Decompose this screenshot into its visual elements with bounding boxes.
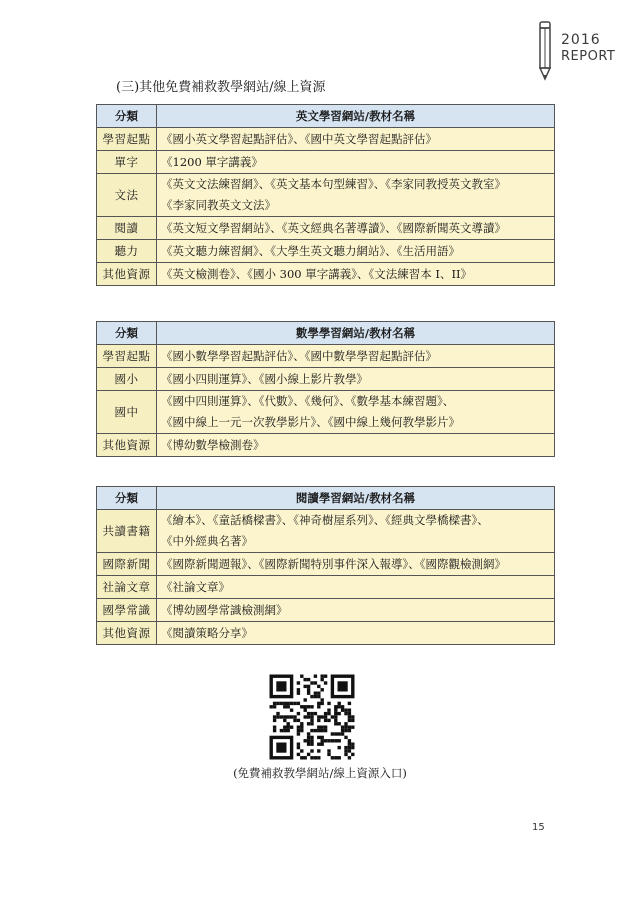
row-category: 國際新聞	[97, 553, 157, 576]
row-resources	[157, 151, 555, 174]
pencil-icon	[534, 20, 556, 82]
row-category: 國小	[97, 368, 157, 391]
row-resources	[157, 263, 555, 286]
row-resources	[157, 217, 555, 240]
resource-line: 《英文檢測卷》、《國小 300 單字講義》、《文法練習本 I、II》	[161, 266, 473, 281]
header-category: 分類	[97, 105, 157, 128]
resource-line: 《閱讀策略分享》	[161, 625, 253, 640]
report-logo	[534, 20, 634, 80]
row-category: 其他資源	[97, 622, 157, 645]
header-title: 閱讀學習網站/教材名稱	[157, 487, 555, 510]
table-row	[97, 128, 555, 151]
table-row	[97, 622, 555, 645]
row-resources	[157, 599, 555, 622]
row-resources	[157, 553, 555, 576]
row-resources	[157, 368, 555, 391]
row-resources	[157, 576, 555, 599]
resource-line: 《國中四則運算》、《代數》、《幾何》、《數學基本練習題》、	[161, 394, 455, 408]
row-category: 文法	[97, 174, 157, 217]
row-resources	[157, 510, 555, 553]
row-category: 社論文章	[97, 576, 157, 599]
header-category: 分類	[97, 487, 157, 510]
row-category: 共讀書籍	[97, 510, 157, 553]
logo-report: REPORT	[561, 49, 616, 64]
table-row	[97, 240, 555, 263]
resource-line: 《英文聽力練習網》、《大學生英文聽力網站》、《生活用語》	[161, 243, 460, 258]
resource-line: 《博幼國學常識檢測網》	[161, 602, 288, 617]
resource-line: 《李家同教英文文法》	[161, 198, 276, 212]
row-resources	[157, 345, 555, 368]
row-category: 其他資源	[97, 434, 157, 457]
table-row	[97, 217, 555, 240]
row-resources	[157, 240, 555, 263]
row-category: 學習起點	[97, 345, 157, 368]
section-title: (三)其他免費補救教學網站/線上資源	[116, 80, 326, 95]
resource-line: 《繪本》、《童話橋樑書》、《神奇樹屋系列》、《經典文學橋樑書》、	[161, 513, 489, 527]
row-resources	[157, 174, 555, 217]
table-row	[97, 553, 555, 576]
table-row	[97, 576, 555, 599]
row-category: 單字	[97, 151, 157, 174]
resource-line: 《國中線上一元一次教學影片》、《國中線上幾何教學影片》	[161, 415, 460, 429]
resource-line: 《1200 單字講義》	[161, 154, 263, 169]
table-header-row	[97, 322, 555, 345]
resource-line: 《博幼數學檢測卷》	[161, 437, 265, 452]
table-row	[97, 263, 555, 286]
row-resources	[157, 128, 555, 151]
table-row	[97, 345, 555, 368]
table-row	[97, 174, 555, 217]
qr-code-icon[interactable]	[264, 669, 360, 765]
resource-line: 《國小數學學習起點評估》、《國中數學學習起點評估》	[161, 348, 437, 363]
table-row	[97, 368, 555, 391]
resource-line: 《國際新聞週報》、《國際新聞特別事件深入報導》、《國際觀檢測網》	[161, 556, 506, 571]
resource-line: 《社論文章》	[161, 579, 230, 594]
row-category: 閱讀	[97, 217, 157, 240]
table-row	[97, 391, 555, 434]
resource-line: 《英文短文學習網站》、《英文經典名著導讀》、《國際新聞英文導讀》	[161, 220, 506, 235]
table-row	[97, 510, 555, 553]
table-row	[97, 151, 555, 174]
logo-year: 2016	[561, 32, 601, 48]
resource-line: 《國小四則運算》、《國小線上影片教學》	[161, 371, 368, 386]
math-resources-table	[96, 321, 555, 457]
table-row	[97, 434, 555, 457]
table-row	[97, 599, 555, 622]
resource-line: 《中外經典名著》	[161, 534, 253, 548]
row-resources	[157, 622, 555, 645]
table-header-row	[97, 105, 555, 128]
row-category: 國學常識	[97, 599, 157, 622]
row-category: 聽力	[97, 240, 157, 263]
page-number: 15	[532, 822, 545, 833]
table-header-row	[97, 487, 555, 510]
row-category: 學習起點	[97, 128, 157, 151]
reading-resources-table	[96, 486, 555, 645]
resource-line: 《英文文法練習網》、《英文基本句型練習》、《李家同教授英文教室》	[161, 177, 506, 191]
qr-caption: (免費補救教學網站/線上資源入口)	[233, 766, 407, 780]
header-category: 分類	[97, 322, 157, 345]
english-resources-table	[96, 104, 555, 286]
header-title: 數學學習網站/教材名稱	[157, 322, 555, 345]
row-category: 其他資源	[97, 263, 157, 286]
row-resources	[157, 391, 555, 434]
row-category: 國中	[97, 391, 157, 434]
resource-line: 《國小英文學習起點評估》、《國中英文學習起點評估》	[161, 131, 437, 146]
header-title: 英文學習網站/教材名稱	[157, 105, 555, 128]
row-resources	[157, 434, 555, 457]
